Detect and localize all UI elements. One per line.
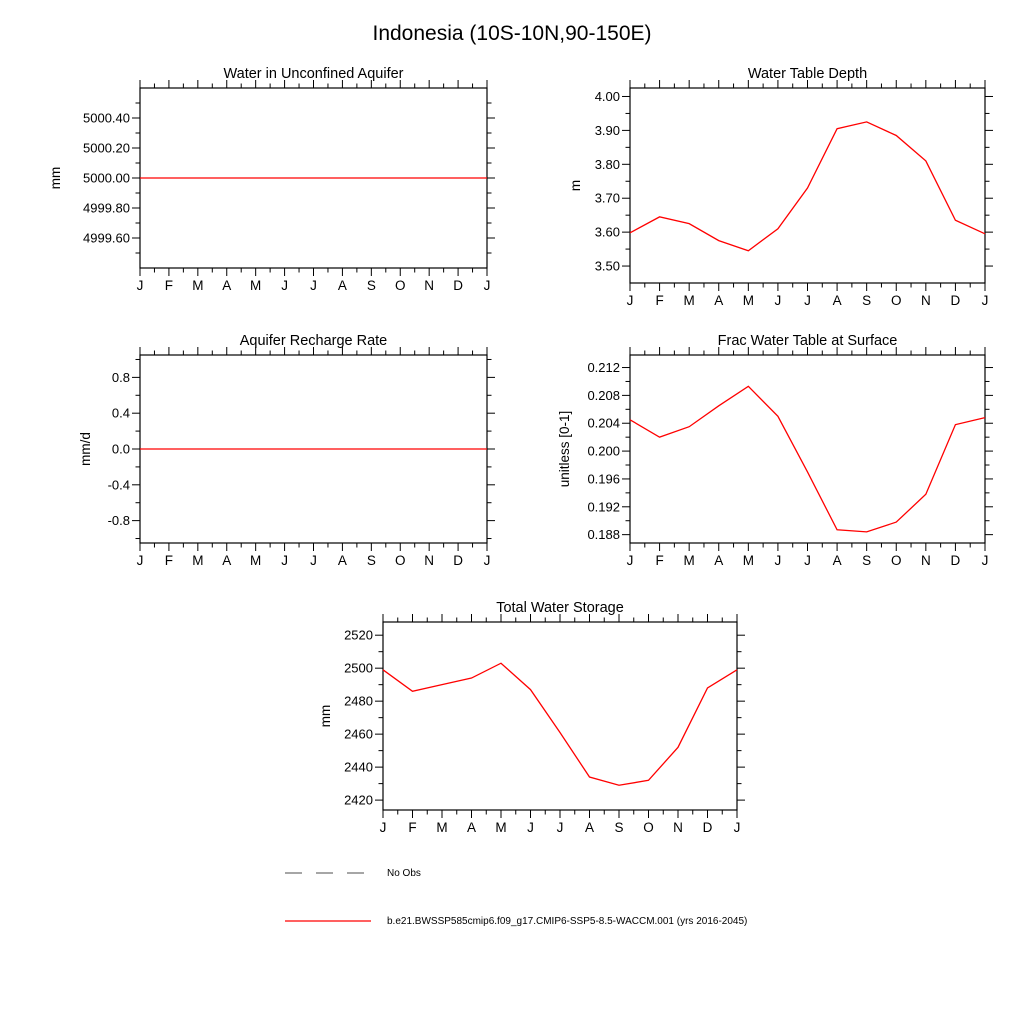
y-tick-label: 0.0 — [111, 441, 130, 457]
x-tick-label: D — [453, 553, 463, 568]
x-tick-label: O — [890, 293, 902, 308]
x-tick-label: F — [164, 278, 174, 293]
y-tick-label: 3.60 — [594, 224, 620, 240]
x-tick-label: J — [527, 820, 534, 835]
plot-frame — [630, 355, 985, 543]
page-title: Indonesia (10S-10N,90-150E) — [372, 22, 652, 45]
plot-frame — [383, 622, 737, 810]
series-line — [630, 122, 985, 251]
x-tick-label: N — [424, 553, 435, 568]
x-tick-label: M — [192, 553, 204, 568]
y-tick-label: 2460 — [344, 726, 373, 742]
x-tick-label: N — [424, 278, 435, 293]
x-tick-label: N — [920, 553, 931, 568]
series-line — [383, 663, 737, 785]
x-tick-label: J — [281, 278, 288, 293]
x-tick-label: M — [495, 820, 507, 835]
x-tick-label: J — [281, 553, 288, 568]
legend-entry-model-run — [283, 914, 747, 928]
chart-title: Water in Unconfined Aquifer — [223, 66, 404, 82]
x-tick-label: O — [394, 553, 406, 568]
x-tick-label: A — [832, 293, 842, 308]
x-tick-label: J — [774, 293, 782, 308]
x-tick-label: O — [394, 278, 406, 293]
y-tick-label: 2440 — [344, 759, 373, 775]
x-tick-label: J — [483, 278, 491, 293]
chart-canvas — [30, 320, 525, 575]
x-tick-label: A — [337, 278, 347, 293]
x-tick-label: A — [222, 553, 232, 568]
x-tick-label: F — [408, 820, 417, 835]
chart-canvas — [310, 590, 770, 845]
x-tick-label: F — [164, 553, 174, 568]
x-tick-label: J — [733, 820, 741, 835]
y-tick-label: 5000.40 — [83, 110, 130, 126]
legend-entry-no-obs — [283, 866, 421, 880]
y-tick-label: 4.00 — [594, 88, 620, 104]
panel-water-in-unconfined-aquifer — [30, 55, 525, 310]
x-tick-label: F — [655, 553, 664, 568]
panel-aquifer-recharge-rate — [30, 320, 525, 575]
x-tick-label: A — [714, 553, 724, 568]
y-tick-label: -0.4 — [107, 477, 130, 493]
x-tick-label: O — [890, 553, 902, 568]
panel-frac-water-table-at-surface — [555, 320, 1015, 575]
chart-title: Water Table Depth — [747, 66, 868, 82]
x-tick-label: S — [366, 553, 376, 568]
x-tick-label: J — [774, 553, 782, 568]
x-tick-label: J — [626, 293, 634, 308]
y-tick-label: 0.4 — [111, 405, 130, 421]
y-tick-label: 0.188 — [587, 527, 620, 543]
model-line-sample-icon — [283, 914, 375, 928]
x-tick-label: O — [643, 820, 654, 835]
x-tick-label: J — [310, 553, 317, 568]
y-tick-label: 4999.80 — [83, 200, 130, 216]
y-tick-label: 2520 — [344, 627, 373, 643]
x-tick-label: S — [366, 278, 376, 293]
x-tick-label: N — [920, 293, 931, 308]
x-tick-label: M — [436, 820, 448, 835]
y-tick-label: 3.70 — [594, 190, 620, 206]
y-tick-label: 2480 — [344, 693, 373, 709]
x-tick-label: M — [683, 293, 695, 308]
y-tick-label: 0.208 — [587, 387, 620, 403]
x-tick-label: A — [337, 553, 347, 568]
x-tick-label: M — [742, 553, 754, 568]
x-tick-label: D — [950, 553, 961, 568]
x-tick-label: M — [742, 293, 754, 308]
y-tick-label: 3.90 — [594, 122, 620, 138]
x-tick-label: J — [981, 553, 989, 568]
x-tick-label: M — [192, 278, 204, 293]
y-axis-label: unitless [0-1] — [557, 410, 572, 488]
legend-label-no-obs: No Obs — [387, 867, 421, 879]
x-tick-label: J — [136, 553, 144, 568]
x-tick-label: J — [483, 553, 491, 568]
y-tick-label: 0.204 — [587, 415, 620, 431]
y-tick-label: 0.212 — [587, 360, 620, 376]
y-tick-label: 0.200 — [587, 443, 620, 459]
x-tick-label: M — [250, 278, 262, 293]
legend-label-model-run: b.e21.BWSSP585cmip6.f09_g17.CMIP6-SSP5-8.5-WACCM.001 (yrs 2016-2045) — [387, 915, 748, 927]
x-tick-label: N — [673, 820, 683, 835]
x-tick-label: M — [250, 553, 262, 568]
y-axis-label: m — [568, 179, 583, 192]
x-tick-label: J — [379, 820, 387, 835]
y-axis-label: mm — [48, 166, 63, 190]
panel-total-water-storage — [310, 590, 770, 845]
x-tick-label: J — [804, 293, 811, 308]
x-tick-label: D — [702, 820, 713, 835]
chart-title: Aquifer Recharge Rate — [239, 333, 388, 349]
x-tick-label: J — [804, 553, 811, 568]
x-tick-label: A — [222, 278, 232, 293]
series-line — [630, 386, 985, 532]
x-tick-label: M — [683, 553, 695, 568]
x-tick-label: J — [626, 553, 634, 568]
x-tick-label: S — [862, 293, 872, 308]
y-tick-label: 5000.20 — [83, 140, 130, 156]
y-tick-label: 3.80 — [594, 156, 620, 172]
no-obs-line-sample-icon — [283, 866, 375, 880]
x-tick-label: S — [614, 820, 624, 835]
y-tick-label: 0.8 — [111, 369, 130, 385]
x-tick-label: A — [466, 820, 477, 835]
y-tick-label: 0.196 — [587, 471, 620, 487]
x-tick-label: A — [832, 553, 842, 568]
chart-canvas — [30, 55, 525, 310]
x-tick-label: J — [136, 278, 144, 293]
x-tick-label: D — [950, 293, 961, 308]
x-tick-label: S — [862, 553, 872, 568]
y-tick-label: 5000.00 — [83, 170, 130, 186]
x-tick-label: J — [556, 820, 564, 835]
y-axis-label: mm — [318, 704, 333, 728]
y-tick-label: 2500 — [344, 660, 373, 676]
x-tick-label: J — [310, 278, 317, 293]
y-axis-label: mm/d — [78, 432, 93, 466]
x-tick-label: A — [584, 820, 595, 835]
x-tick-label: F — [655, 293, 664, 308]
chart-title: Total Water Storage — [496, 600, 624, 616]
chart-canvas — [555, 55, 1015, 310]
y-tick-label: -0.8 — [107, 513, 130, 529]
chart-title: Frac Water Table at Surface — [717, 333, 898, 349]
y-tick-label: 2420 — [344, 792, 373, 808]
y-tick-label: 3.50 — [594, 258, 620, 274]
y-tick-label: 0.192 — [587, 499, 620, 515]
plot-frame — [630, 88, 985, 283]
y-tick-label: 4999.60 — [83, 230, 130, 246]
x-tick-label: A — [714, 293, 724, 308]
x-tick-label: D — [453, 278, 463, 293]
x-tick-label: J — [981, 293, 989, 308]
chart-canvas — [555, 320, 1015, 575]
panel-water-table-depth — [555, 55, 1015, 310]
